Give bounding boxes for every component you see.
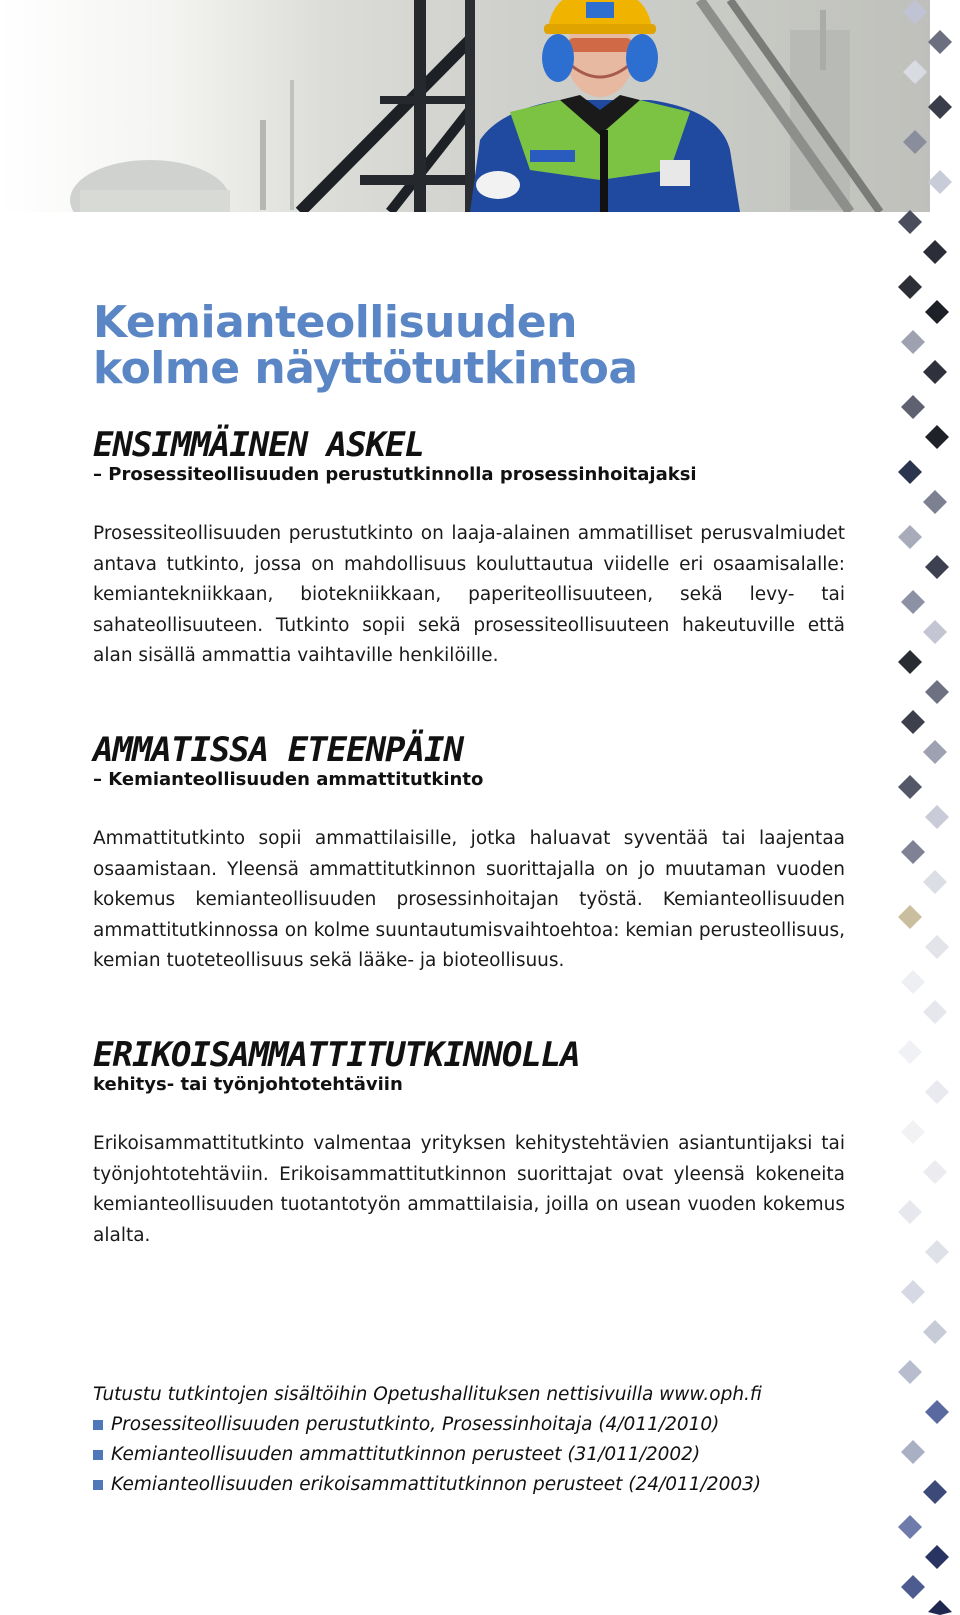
reference-text: Prosessiteollisuuden perustutkinto, Prosessinhoitaja (4/011/2010) xyxy=(111,1414,720,1435)
square-bullet-icon xyxy=(93,1450,103,1460)
main-content xyxy=(93,297,845,1495)
reference-item xyxy=(93,1410,845,1440)
page-title xyxy=(93,297,845,394)
reference-item xyxy=(93,1470,845,1500)
section-body: Erikoisammattitutkinto valmentaa yrityksen kehitystehtävien asiantuntijaksi tai työnjohtotehtäviin. Erikoisammattitutkinnon suorittajat ovat yleensä kokeneita kemianteollisuuden tuotantotyön ammattilaisia, joilla on usean vuoden kokemus alalta. xyxy=(93,1133,845,1246)
section-heading: ERIKOISAMMATTITUTKINNOLLA xyxy=(93,1035,580,1075)
section-subheading: – Prosessiteollisuuden perustutkinnolla prosessinhoitajaksi xyxy=(93,464,697,485)
section-subheading: – Kemianteollisuuden ammattitutkinto xyxy=(93,769,484,790)
section-subheading: kehitys- tai työnjohtotehtäviin xyxy=(93,1074,403,1095)
section-body: Prosessiteollisuuden perustutkinto on laaja-alainen ammatilliset perusvalmiudet antava tutkinto, jossa on mahdollisuus kouluttautua viidelle eri osaamisalalle: kemiantekniikkaan, biotekniikkaan, paperiteollisuuteen, sekä levy- tai sahateollisuuteen. Tutkinto sopii sekä prosessiteollisuuteen hakeutuville että alan sisällä ammattia vaihtaville henkilöille. xyxy=(93,523,845,666)
reference-text: Kemianteollisuuden erikoisammattitutkinnon perusteet (24/011/2003) xyxy=(111,1474,762,1495)
references-list xyxy=(93,1410,845,1500)
reference-item xyxy=(93,1440,845,1470)
square-bullet-icon xyxy=(93,1420,103,1430)
header-photo xyxy=(0,0,930,212)
railing xyxy=(300,40,470,212)
section-heading: AMMATISSA ETEENPÄIN xyxy=(93,730,463,770)
section-profession-forward xyxy=(93,732,845,977)
photo-illustration xyxy=(0,0,930,212)
section-specialist-qualification xyxy=(93,1037,845,1251)
reference-text: Kemianteollisuuden ammattitutkinnon perusteet (31/011/2002) xyxy=(111,1444,701,1465)
section-first-step xyxy=(93,427,845,672)
page-title-line-2: kolme näyttötutkintoa xyxy=(93,343,638,394)
section-heading: ENSIMMÄINEN ASKEL xyxy=(93,425,424,465)
square-bullet-icon xyxy=(93,1480,103,1490)
decorative-diamond-pattern xyxy=(895,0,960,1615)
references-footer xyxy=(93,1380,845,1500)
page-title-line-1: Kemianteollisuuden xyxy=(93,297,577,348)
references-intro: Tutustu tutkintojen sisältöihin Opetushallituksen nettisivuilla www.oph.fi xyxy=(93,1384,762,1405)
section-body: Ammattitutkinto sopii ammattilaisille, jotka haluavat syventää tai laajentaa osaamistaan. Yleensä ammattitutkinnon suorittajalla on jo muutaman vuoden kokemus kemianteollisuuden prosessinhoitajan työstä. Kemianteollisuuden ammattitutkinnossa on kolme suuntautumisvaihtoehtoa: kemian perusteollisuus, kemian tuoteteollisuus sekä lääke- ja bioteollisuus. xyxy=(93,828,845,971)
